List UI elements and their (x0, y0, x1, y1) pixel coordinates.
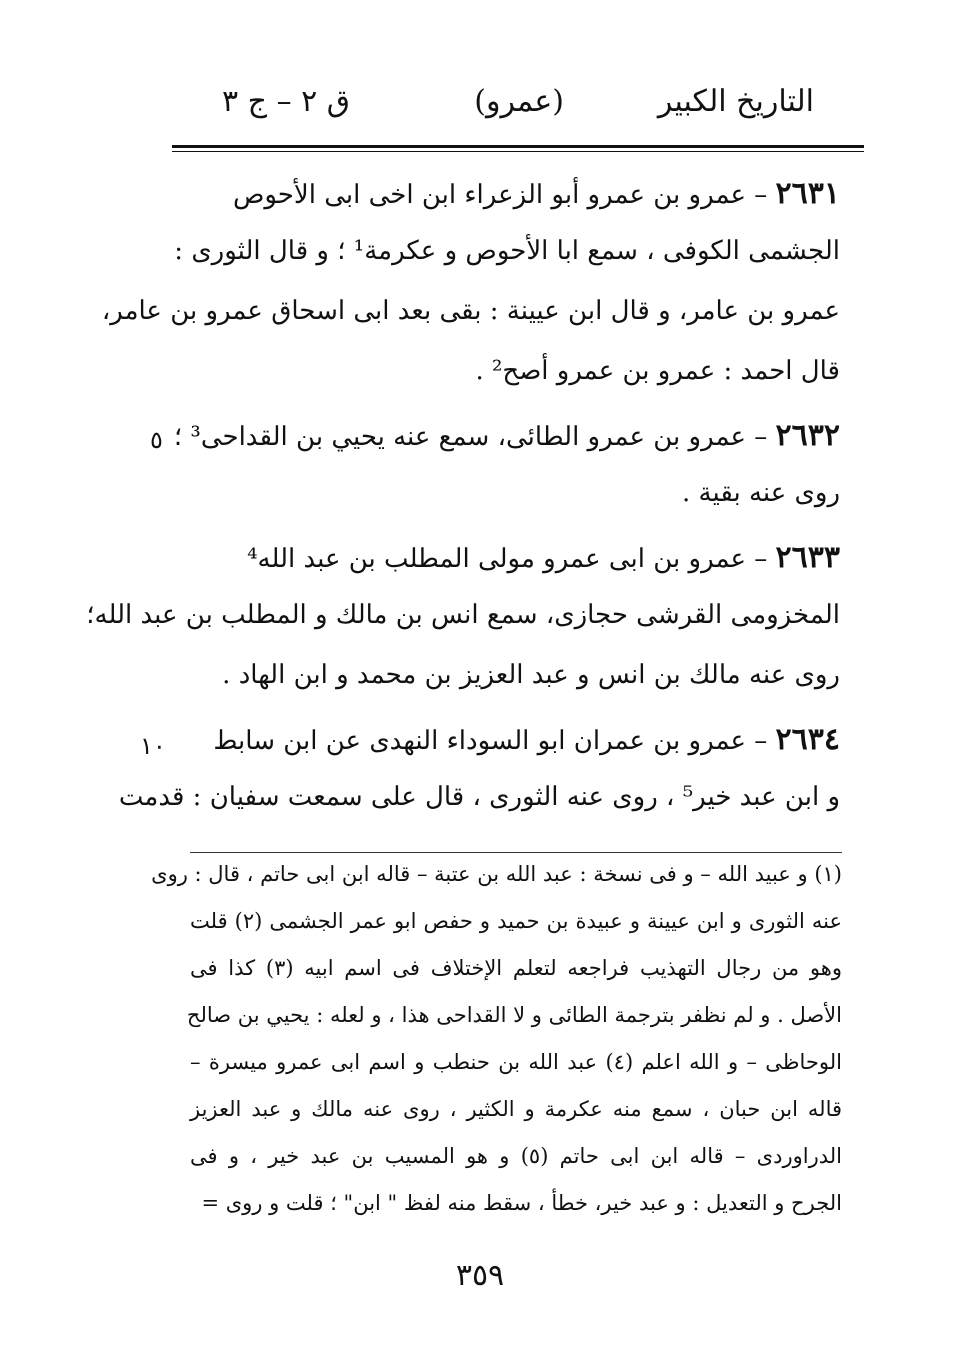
entry-2631-line-2: الجشمى الكوفى ، سمع ابا الأحوص و عكرمة¹ ؛ و قال الثورى : (174, 236, 840, 266)
entry-2633-line-3: روى عنه مالك بن انس و عبد العزيز بن محمد و ابن الهاد . (222, 660, 840, 690)
entry-2632-line-1 (173, 418, 840, 454)
page-number: ٣٥٩ (455, 1258, 505, 1293)
header-rule-thick (172, 145, 864, 148)
footnote-line: (١) و عبيد الله – و فى نسخة : عبد الله بن عتبة – قاله ابن ابى حاتم ، قال : روى (151, 862, 842, 886)
footnote-line: الدراوردى – قاله ابن ابى حاتم (٥) و هو المسيب بن عبد خير ، و فى (190, 1144, 842, 1168)
footnote-line: قاله ابن حبان ، سمع منه عكرمة و الكثير ، روى عنه مالك و عبد العزيز (190, 1097, 842, 1121)
entry-number: ٢٦٣٢ (775, 418, 840, 453)
footnote-line: وهو من رجال التهذيب فراجعه لتعلم الإختلاف فى اسم ابيه (٣) كذا فى (190, 956, 842, 980)
entry-number: ٢٦٣٣ (775, 540, 840, 575)
entry-2631-line-3: عمرو بن عامر، و قال ابن عيينة : بقى بعد ابى اسحاق عمرو بن عامر، (101, 296, 840, 326)
entry-2634-line-1 (190, 722, 840, 758)
margin-line-number-10: ١٠ (140, 732, 166, 760)
footnote-line: الجرح و التعديل : و عبد خير، خطأ ، سقط منه لفظ " ابن" ؛ قلت و روى = (201, 1191, 842, 1215)
entry-text: – عمرو بن عمرو الطائى، سمع عنه يحيي بن القداحى³ ؛ (173, 422, 776, 452)
entry-2634-line-2: و ابن عبد خير⁵ ، روى عنه الثورى ، قال على سمعت سفيان : قدمت (118, 782, 840, 812)
entry-2631-line-1 (190, 176, 840, 212)
entry-2631-line-4: قال احمد : عمرو بن عمرو أصح² . (475, 356, 840, 386)
entry-number: ٢٦٣١ (775, 176, 840, 211)
volume-label: ق ٢ – ج ٣ (222, 84, 351, 119)
entry-number: ٢٦٣٤ (775, 722, 840, 757)
header-rule-thin (172, 151, 864, 152)
entry-2633-line-1 (190, 540, 840, 576)
section-title: (عمرو) (474, 84, 564, 119)
footnote-separator (190, 852, 842, 853)
entry-text: – عمرو بن ابى عمرو مولى المطلب بن عبد الله⁴ (247, 544, 776, 574)
margin-line-number-5: ٥ (150, 426, 163, 454)
entry-text: – عمرو بن عمران ابو السوداء النهدى عن ابن سابط (213, 726, 776, 756)
book-title: التاريخ الكبير (657, 84, 814, 119)
entry-2633-line-2: المخزومى القرشى حجازى، سمع انس بن مالك و المطلب بن عبد الله؛ (86, 600, 840, 630)
entry-2632-line-2: روى عنه بقية . (682, 478, 840, 508)
footnote-line: عنه الثورى و ابن عيينة و عبيدة بن حميد و حفص ابو عمر الجشمى (٢) قلت (190, 909, 843, 933)
footnote-line: الأصل . و لم نظفر بترجمة الطائى و لا القداحى هذا ، و لعله : يحيي بن صالح (186, 1003, 842, 1027)
footnote-line: الوحاظى – و الله اعلم (٤) عبد الله بن حنطب و اسم ابى عمرو ميسرة – (190, 1050, 842, 1074)
entry-text: – عمرو بن عمرو أبو الزعراء ابن اخى ابى الأحوص (232, 180, 776, 210)
running-header (172, 84, 864, 134)
